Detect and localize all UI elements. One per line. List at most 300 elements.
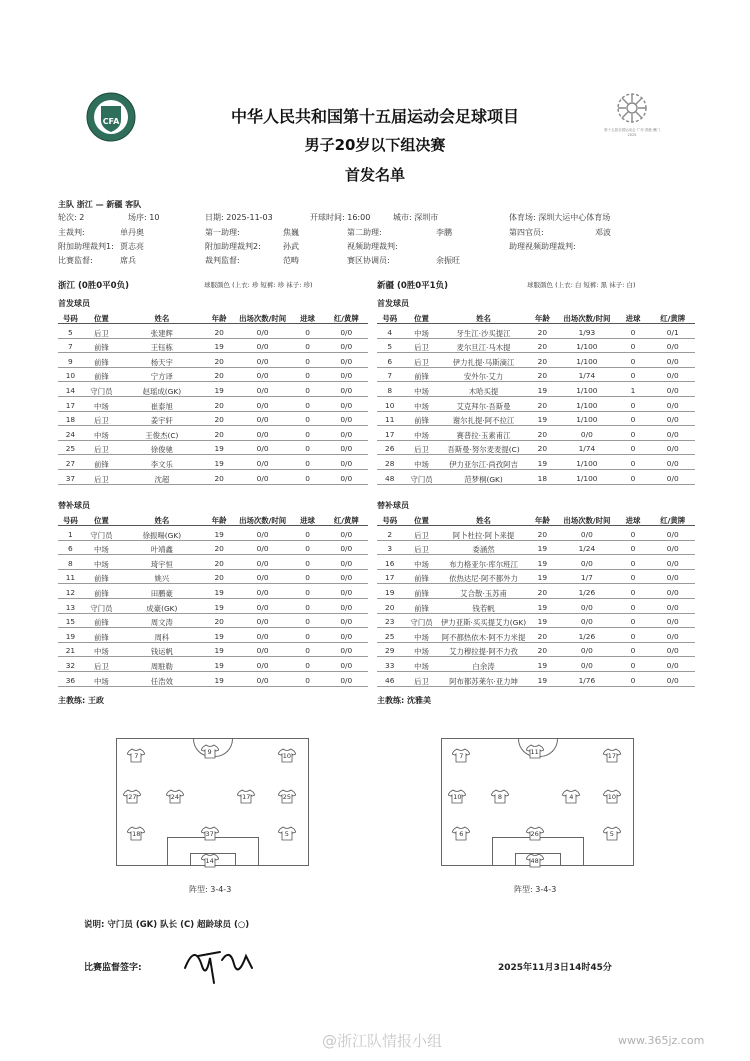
table-row: [377, 528, 695, 541]
table-cell: 0/0: [340, 459, 353, 468]
table-cell: 26: [385, 444, 395, 454]
assessor-label: 裁判监督:: [205, 256, 240, 265]
column-header: 进球: [300, 516, 315, 525]
table-cell: 0: [305, 429, 310, 439]
table-cell: 20: [537, 342, 548, 352]
table-cell: 1/93: [578, 327, 596, 337]
aar1: 贾志亮: [120, 242, 144, 251]
table-cell: 20: [214, 558, 224, 568]
table-cell: 2: [387, 529, 393, 539]
table-cell: 23: [385, 617, 395, 627]
table-cell: 36: [65, 675, 76, 685]
teams-line: 主队 浙江 — 新疆 客队: [58, 200, 142, 209]
table-row: [377, 630, 695, 643]
table-cell: 徐俊驰: [150, 445, 173, 455]
table-cell: 5: [68, 327, 73, 337]
table-cell: 吾斯曼·努尔麦麦提(C): [447, 445, 520, 455]
table-cell: 1/100: [576, 342, 598, 352]
table-cell: 前锋: [414, 603, 429, 613]
table-cell: 0/0: [256, 617, 269, 627]
ar1-label: 第一助理:: [205, 228, 240, 237]
away-team: 新疆 (0胜0平1负): [377, 281, 448, 291]
player-shirt-icon: 7: [452, 748, 470, 763]
table-cell: 0: [630, 675, 636, 685]
table-cell: 崔泰旭: [150, 401, 173, 411]
player-shirt-icon: 8: [491, 789, 509, 804]
table-cell: 0/0: [340, 544, 353, 554]
table-cell: 中场: [93, 559, 109, 569]
table-cell: 19: [214, 342, 224, 352]
table-cell: 姜宇轩: [150, 416, 173, 426]
table-cell: 12: [65, 588, 76, 597]
table-cell: 20: [214, 415, 224, 425]
table-cell: 0: [630, 661, 636, 670]
table-cell: 19: [537, 544, 548, 554]
table-cell: 后卫: [93, 328, 109, 338]
table-cell: 7: [68, 342, 73, 352]
aar2-label: 附加助理裁判2:: [205, 242, 261, 251]
column-header: 位置: [414, 516, 429, 525]
table-cell: 0/0: [666, 342, 679, 352]
table-row: [58, 571, 368, 584]
table-cell: 20: [537, 400, 548, 410]
table-cell: 0: [305, 588, 310, 597]
table-cell: 19: [537, 617, 548, 627]
table-cell: 前锋: [93, 632, 109, 642]
table-cell: 0: [630, 444, 636, 454]
home-formation: 阵型: 3-4-3: [189, 885, 232, 894]
table-cell: 0/0: [340, 342, 353, 352]
table-cell: 20: [537, 327, 548, 337]
table-cell: 0/0: [666, 459, 679, 468]
table-cell: 25: [385, 631, 395, 641]
table-row: [377, 355, 695, 368]
page-subtitle: 男子20岁以下组决赛: [304, 136, 446, 154]
table-cell: 0/0: [256, 386, 269, 395]
table-row: [58, 586, 368, 599]
table-cell: 0/0: [580, 646, 593, 656]
kickoff: 开球时间: 16:00: [310, 213, 371, 222]
table-cell: 0/0: [580, 529, 593, 539]
table-cell: 0: [630, 544, 636, 554]
table-cell: 0/0: [340, 429, 353, 439]
table-row: [58, 472, 368, 485]
table-cell: 0/0: [666, 631, 679, 641]
table-cell: 守门员: [90, 530, 113, 540]
column-header: 进球: [625, 314, 641, 323]
table-cell: 0/0: [256, 529, 269, 539]
table-cell: 4: [387, 327, 393, 337]
table-cell: 范梦桐(GK): [464, 474, 503, 484]
table-row: [58, 542, 368, 555]
table-cell: 阿布都苏莱尔·亚力坤: [449, 676, 518, 686]
table-cell: 19: [537, 415, 548, 425]
table-cell: 16: [385, 558, 395, 568]
table-cell: 伊力扎提·马斯滴江: [452, 357, 515, 367]
table-cell: 19: [385, 588, 395, 597]
table-cell: 1/24: [578, 544, 596, 554]
table-cell: 0/0: [666, 675, 679, 685]
table-cell: 19: [537, 675, 548, 685]
table-row: [58, 630, 368, 643]
watermark-right: www.365jz.com: [618, 1034, 705, 1047]
home-starters-label: 首发球员: [58, 299, 90, 308]
table-cell: 0/0: [256, 588, 269, 597]
table-cell: 后卫: [93, 474, 109, 484]
table-cell: 叶靖鑫: [150, 545, 173, 555]
table-cell: 0: [305, 459, 310, 468]
signature-label: 比赛监督签字:: [84, 963, 142, 973]
table-cell: 0/0: [340, 602, 353, 612]
table-cell: 后卫: [93, 445, 109, 455]
table-cell: 0: [630, 588, 636, 597]
referee-label: 主裁判:: [58, 228, 85, 237]
column-header: 出场次数/时间: [239, 516, 287, 525]
sign-datetime: 2025年11月3日14时45分: [498, 963, 612, 973]
table-cell: 29: [385, 646, 395, 656]
table-cell: 20: [537, 371, 548, 381]
player-shirt-icon: 24: [166, 789, 184, 804]
table-cell: 0/0: [256, 356, 269, 366]
table-cell: 前锋: [93, 589, 109, 598]
table-cell: 20: [537, 356, 548, 366]
column-header: 位置: [93, 314, 109, 323]
table-cell: 1/26: [578, 588, 596, 597]
table-cell: 后卫: [414, 545, 429, 555]
table-cell: 0/0: [666, 544, 679, 554]
table-cell: 17: [385, 573, 395, 583]
table-cell: 19: [214, 386, 224, 395]
table-cell: 0/0: [256, 327, 269, 337]
table-cell: 20: [537, 588, 548, 597]
table-cell: 0: [305, 327, 310, 337]
table-row: [58, 644, 368, 657]
page-title: 中华人民共和国第十五届运动会足球项目: [230, 107, 519, 126]
table-row: [58, 457, 368, 470]
table-cell: 中场: [414, 559, 429, 569]
table-row: [377, 557, 695, 570]
ar2: 李鹏: [436, 228, 452, 237]
away-formation-pitch: [441, 738, 634, 866]
table-cell: 前锋: [414, 574, 429, 584]
ar1: 焦巍: [283, 228, 299, 237]
referee: 单丹奥: [120, 228, 144, 237]
table-cell: 中场: [414, 401, 429, 411]
table-cell: 前锋: [93, 357, 109, 367]
table-cell: 0: [630, 400, 636, 410]
table-cell: 牙生江·沙买提江: [456, 328, 511, 338]
table-cell: 0/0: [340, 675, 353, 685]
table-row: [377, 542, 695, 555]
home-team: 浙江 (0胜0平0负): [58, 281, 129, 291]
column-header: 红/黄牌: [660, 516, 686, 525]
player-shirt-icon: 5: [603, 826, 621, 841]
table-cell: 0/0: [256, 400, 269, 410]
table-cell: 20: [214, 573, 224, 583]
table-cell: 20: [537, 646, 548, 656]
table-cell: 0/0: [340, 327, 353, 337]
table-cell: 19: [214, 675, 224, 685]
table-cell: 前锋: [93, 618, 109, 628]
home-formation-pitch: [116, 738, 309, 866]
column-header: 进球: [625, 516, 641, 525]
table-row: [58, 528, 368, 541]
table-cell: 1/100: [576, 386, 598, 395]
table-cell: 钱若帆: [472, 603, 495, 613]
table-cell: 0: [630, 631, 636, 641]
player-shirt-icon: 7: [127, 748, 145, 763]
table-cell: 0/0: [580, 558, 593, 568]
table-cell: 17: [65, 400, 76, 410]
table-cell: 20: [214, 327, 224, 337]
table-cell: 20: [385, 602, 395, 612]
avar-label: 助理视频助理裁判:: [509, 242, 576, 251]
table-cell: 21: [65, 646, 76, 656]
table-cell: 0/0: [340, 400, 353, 410]
table-row: [377, 399, 695, 412]
table-cell: 后卫: [414, 343, 429, 353]
table-cell: 0: [630, 415, 636, 425]
table-row: [58, 557, 368, 570]
table-cell: 安外尔·艾力: [463, 372, 504, 382]
table-cell: 张建辉: [150, 328, 173, 338]
table-cell: 0/0: [256, 602, 269, 612]
table-cell: 19: [214, 529, 224, 539]
table-cell: 0: [305, 573, 310, 583]
ar2-label: 第二助理:: [347, 228, 382, 237]
table-row: [377, 472, 695, 485]
table-cell: 0/0: [256, 544, 269, 554]
table-cell: 0/0: [340, 473, 353, 483]
table-cell: 依热达尼·阿不都外力: [449, 574, 518, 584]
table-row: [377, 457, 695, 470]
table-cell: 中场: [93, 401, 109, 411]
round: 轮次: 2: [58, 213, 85, 222]
table-cell: 中场: [93, 545, 109, 555]
watermark-left: @浙江队情报小组: [322, 1032, 443, 1050]
table-cell: 20: [214, 473, 224, 483]
table-row: [58, 442, 368, 455]
table-cell: 15: [65, 617, 76, 627]
table-cell: 33: [385, 661, 395, 670]
player-shirt-icon: 48: [526, 853, 544, 868]
table-cell: 11: [65, 573, 76, 583]
table-cell: 0/0: [256, 661, 269, 670]
table-cell: 赛普拉·玉素甫江: [456, 430, 511, 440]
column-header: 姓名: [154, 516, 170, 525]
assessor: 范畴: [283, 256, 299, 265]
table-cell: 0/0: [580, 661, 593, 670]
away-subs-table: [377, 513, 695, 686]
table-cell: 0: [305, 646, 310, 656]
table-cell: 布力格亚尔·库尔班江: [449, 559, 518, 569]
table-cell: 8: [68, 558, 73, 568]
table-cell: 前锋: [93, 343, 109, 353]
table-cell: 谢尔扎提·阿不拉江: [452, 416, 515, 426]
table-cell: 0: [630, 342, 636, 352]
table-row: [58, 369, 368, 382]
player-shirt-icon: 5: [278, 826, 296, 841]
table-cell: 1/7: [580, 573, 593, 583]
table-cell: 1/100: [576, 356, 598, 366]
player-shirt-icon: 17: [603, 748, 621, 763]
table-cell: 中场: [414, 430, 429, 440]
table-cell: 19: [214, 602, 224, 612]
table-cell: 20: [214, 617, 224, 627]
table-row: [58, 428, 368, 441]
table-cell: 麦尔旦江·马木提: [456, 343, 511, 353]
table-cell: 11: [385, 415, 395, 425]
var-label: 视频助理裁判:: [347, 242, 398, 251]
column-header: 号码: [63, 314, 78, 323]
table-row: [58, 326, 368, 339]
table-cell: 19: [537, 558, 548, 568]
table-cell: 0: [630, 356, 636, 366]
table-row: [58, 413, 368, 426]
away-subs-label: 替补球员: [377, 501, 409, 510]
table-cell: 0/1: [666, 327, 679, 337]
table-cell: 0/0: [256, 429, 269, 439]
venue: 体育场: 深圳大运中心体育场: [509, 213, 611, 222]
table-cell: 0/0: [256, 342, 269, 352]
table-cell: 中场: [414, 460, 429, 469]
table-cell: 姚兴: [154, 574, 170, 584]
table-cell: 19: [537, 459, 548, 468]
coordinator: 余振旺: [436, 256, 460, 265]
column-header: 号码: [382, 314, 398, 323]
table-cell: 20: [214, 400, 224, 410]
table-cell: 0/0: [340, 573, 353, 583]
table-cell: 0: [305, 529, 310, 539]
table-cell: 20: [214, 544, 224, 554]
table-cell: 20: [214, 356, 224, 366]
table-cell: 20: [537, 444, 548, 454]
table-cell: 6: [387, 356, 393, 366]
table-cell: 0/0: [340, 371, 353, 381]
table-cell: 后卫: [414, 357, 429, 367]
fourth: 邓波: [595, 228, 611, 237]
table-cell: 0/0: [256, 631, 269, 641]
column-header: 年龄: [534, 516, 550, 525]
table-cell: 0: [305, 400, 310, 410]
table-cell: 1/74: [578, 444, 596, 454]
away-coach: 主教练: 沈雅美: [377, 696, 431, 705]
table-cell: 0/0: [256, 646, 269, 656]
table-cell: 前锋: [93, 460, 109, 469]
table-cell: 阿不都热依木·阿不力米提: [441, 632, 526, 642]
table-cell: 中场: [414, 328, 429, 338]
table-cell: 后卫: [93, 416, 109, 426]
column-header: 红/黄牌: [660, 314, 686, 323]
table-cell: 0: [630, 459, 636, 468]
away-formation: 阵型: 3-4-3: [514, 885, 557, 894]
table-cell: 前锋: [414, 589, 429, 598]
table-header: [377, 311, 695, 324]
table-cell: 0/0: [666, 588, 679, 597]
table-cell: 0/0: [666, 558, 679, 568]
table-cell: 1/100: [576, 415, 598, 425]
table-cell: 周科: [154, 632, 170, 642]
table-cell: 李文乐: [150, 460, 173, 469]
table-row: [377, 384, 695, 397]
table-cell: 25: [65, 444, 76, 454]
table-cell: 0: [630, 646, 636, 656]
table-cell: 19: [537, 661, 548, 670]
column-header: 红/黄牌: [333, 314, 359, 323]
aar2: 孙武: [283, 242, 299, 251]
table-row: [377, 413, 695, 426]
column-header: 姓名: [476, 314, 491, 323]
table-cell: 白余涛: [472, 662, 495, 671]
table-cell: 0/0: [580, 617, 593, 627]
table-cell: 1/76: [578, 675, 596, 685]
table-cell: 8: [387, 386, 393, 395]
table-cell: 0/0: [666, 473, 679, 483]
table-row: [377, 659, 695, 672]
table-cell: 0: [305, 602, 310, 612]
home-subs-label: 替补球员: [58, 501, 90, 510]
player-shirt-icon: 26: [526, 826, 544, 841]
table-cell: 0: [305, 631, 310, 641]
table-cell: 赵瑶成(GK): [142, 387, 182, 396]
table-cell: 王钰栋: [150, 343, 173, 353]
table-cell: 0/0: [256, 558, 269, 568]
column-header: 红/黄牌: [333, 516, 359, 525]
table-cell: 19: [214, 444, 224, 454]
table-cell: 0/0: [340, 415, 353, 425]
table-header: [377, 513, 695, 526]
table-cell: 1/100: [576, 473, 598, 483]
page-heading: 首发名单: [344, 166, 405, 184]
table-cell: 0/0: [256, 415, 269, 425]
table-cell: 木哈买提: [468, 387, 499, 396]
table-header: [58, 311, 368, 324]
table-cell: 中场: [414, 632, 429, 642]
table-cell: 后卫: [414, 676, 429, 686]
table-cell: 20: [214, 371, 224, 381]
table-cell: 中场: [93, 676, 109, 686]
column-header: 年龄: [534, 314, 550, 323]
table-cell: 0: [630, 558, 636, 568]
table-cell: 琦宇恒: [150, 559, 173, 569]
table-cell: 任浩效: [150, 676, 173, 686]
table-cell: 守门员: [410, 618, 433, 628]
table-row: [58, 601, 368, 614]
table-row: [377, 674, 695, 687]
table-cell: 10: [65, 371, 76, 381]
table-cell: 中场: [93, 647, 109, 657]
table-cell: 艾克拜尔·吾斯曼: [456, 401, 511, 411]
table-cell: 艾力穆拉提·阿不力孜: [449, 647, 518, 657]
table-cell: 委涵然: [472, 545, 495, 555]
table-cell: 0/0: [340, 558, 353, 568]
away-starters-label: 首发球员: [377, 299, 409, 308]
table-cell: 0/0: [580, 602, 593, 612]
table-row: [377, 442, 695, 455]
column-header: 位置: [414, 314, 429, 323]
table-cell: 0/0: [256, 459, 269, 468]
player-shirt-icon: 9: [201, 744, 219, 759]
table-cell: 0: [630, 617, 636, 627]
table-cell: 0: [305, 356, 310, 366]
table-cell: 1/100: [576, 459, 598, 468]
table-row: [377, 615, 695, 628]
table-row: [58, 340, 368, 353]
table-cell: 37: [65, 473, 76, 483]
table-cell: 0/0: [340, 646, 353, 656]
player-shirt-icon: 14: [201, 853, 219, 868]
table-cell: 19: [214, 631, 224, 641]
